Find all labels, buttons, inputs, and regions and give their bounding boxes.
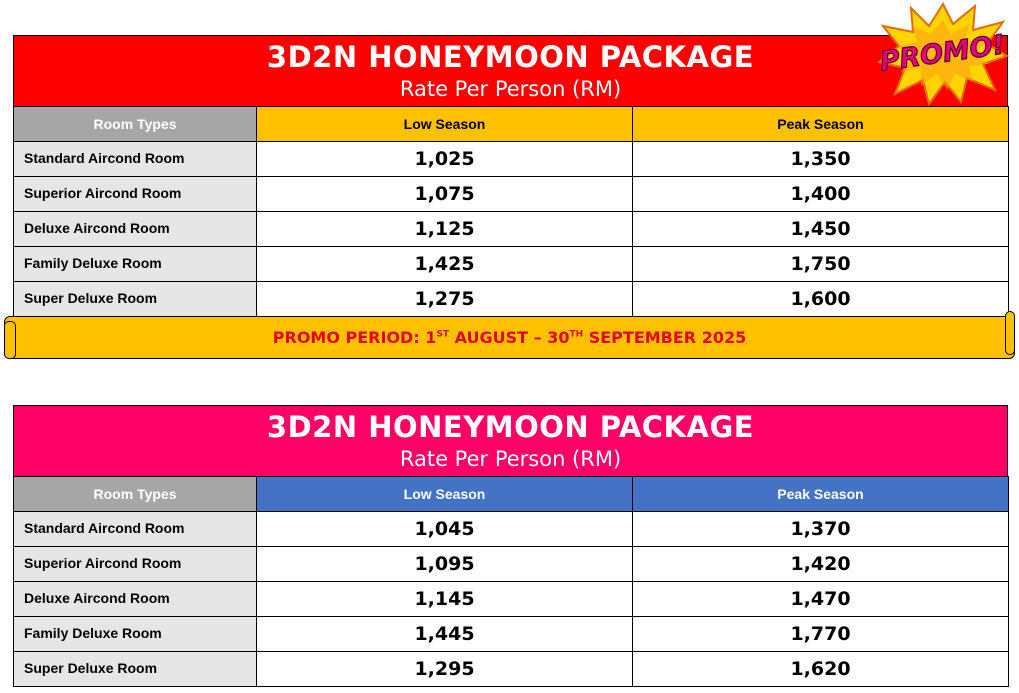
low-season-header: Low Season	[257, 477, 633, 512]
peak-season-price: 1,770	[633, 617, 1009, 652]
room-type-cell: Superior Aircond Room	[14, 177, 257, 212]
table-header-row	[14, 477, 1009, 512]
room-type-cell: Superior Aircond Room	[14, 547, 257, 582]
table-row	[14, 212, 1009, 247]
table-row	[14, 177, 1009, 212]
room-type-cell: Family Deluxe Room	[14, 617, 257, 652]
promo-period-text	[5, 328, 1014, 347]
room-type-cell: Standard Aircond Room	[14, 142, 257, 177]
low-season-price: 1,295	[257, 652, 633, 687]
promo-sup-1: ST	[436, 329, 450, 340]
peak-season-price: 1,620	[633, 652, 1009, 687]
package-2-title: 3D2N HONEYMOON PACKAGE	[266, 410, 755, 444]
table-header-row	[14, 107, 1009, 142]
low-season-price: 1,025	[257, 142, 633, 177]
peak-season-header: Peak Season	[633, 477, 1009, 512]
table-row	[14, 142, 1009, 177]
table-row	[14, 282, 1009, 317]
peak-season-price: 1,420	[633, 547, 1009, 582]
promo-badge-text: PROMO!	[877, 29, 1007, 78]
table-row	[14, 547, 1009, 582]
low-season-price: 1,075	[257, 177, 633, 212]
peak-season-price: 1,750	[633, 247, 1009, 282]
promo-suffix: SEPTEMBER 2025	[583, 328, 747, 347]
package-2	[13, 405, 1008, 687]
package-1-subtitle: Rate Per Person (RM)	[399, 77, 622, 101]
table-row	[14, 247, 1009, 282]
promo-prefix: PROMO PERIOD: 1	[272, 328, 437, 347]
low-season-price: 1,445	[257, 617, 633, 652]
low-season-price: 1,125	[257, 212, 633, 247]
room-types-header: Room Types	[14, 477, 257, 512]
low-season-price: 1,425	[257, 247, 633, 282]
low-season-price: 1,275	[257, 282, 633, 317]
table-row	[14, 512, 1009, 547]
package-2-banner	[13, 405, 1008, 476]
peak-season-price: 1,470	[633, 582, 1009, 617]
promo-sup-2: TH	[569, 329, 584, 340]
low-season-price: 1,145	[257, 582, 633, 617]
peak-season-price: 1,600	[633, 282, 1009, 317]
room-type-cell: Deluxe Aircond Room	[14, 212, 257, 247]
peak-season-header: Peak Season	[633, 107, 1009, 142]
table-row	[14, 652, 1009, 687]
peak-season-price: 1,400	[633, 177, 1009, 212]
peak-season-price: 1,350	[633, 142, 1009, 177]
package-1-title: 3D2N HONEYMOON PACKAGE	[266, 40, 755, 74]
package-1	[13, 35, 1008, 317]
low-season-price: 1,095	[257, 547, 633, 582]
low-season-price: 1,045	[257, 512, 633, 547]
room-type-cell: Deluxe Aircond Room	[14, 582, 257, 617]
peak-season-price: 1,370	[633, 512, 1009, 547]
room-type-cell: Family Deluxe Room	[14, 247, 257, 282]
package-2-rate-table	[13, 476, 1009, 687]
package-1-rate-table	[13, 106, 1009, 317]
room-type-cell: Super Deluxe Room	[14, 282, 257, 317]
room-type-cell: Super Deluxe Room	[14, 652, 257, 687]
promo-middle: AUGUST – 30	[449, 328, 570, 347]
package-2-subtitle: Rate Per Person (RM)	[399, 447, 622, 471]
room-types-header: Room Types	[14, 107, 257, 142]
promo-period-strip	[4, 316, 1015, 359]
room-type-cell: Standard Aircond Room	[14, 512, 257, 547]
table-row	[14, 617, 1009, 652]
package-1-banner	[13, 35, 1008, 106]
low-season-header: Low Season	[257, 107, 633, 142]
promo-badge-icon	[877, 2, 1009, 106]
table-row	[14, 582, 1009, 617]
peak-season-price: 1,450	[633, 212, 1009, 247]
